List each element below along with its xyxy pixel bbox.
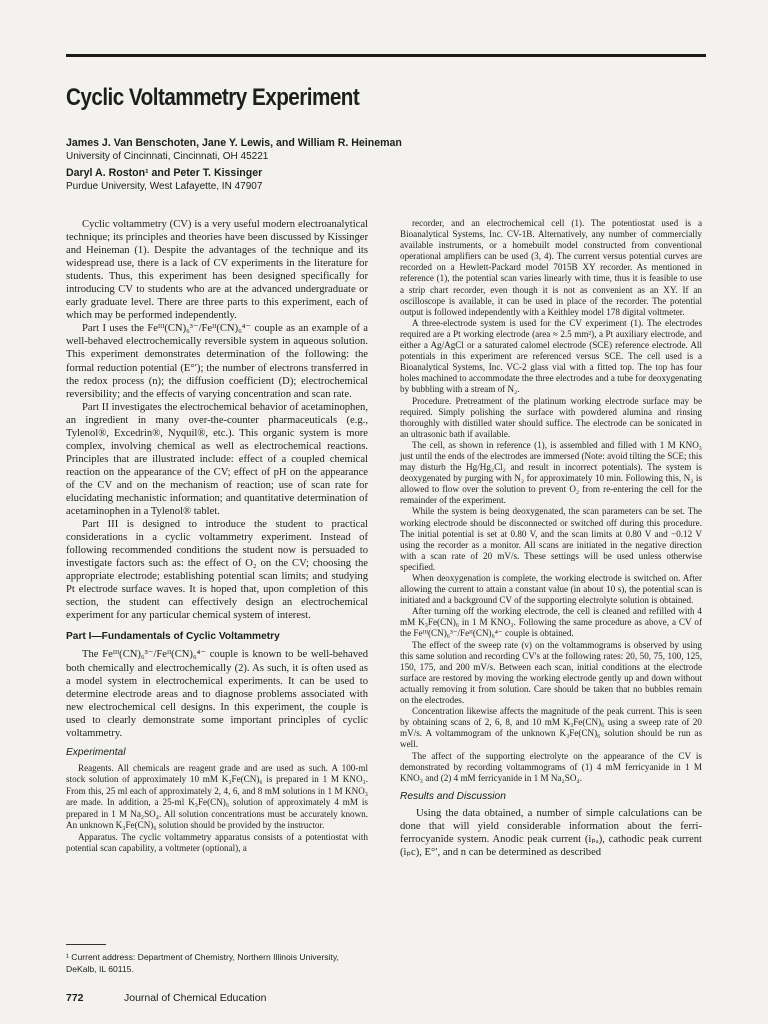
intro-paragraph: Part III is designed to introduce the student to practical considerations in a cyclic voltammetry experiment. Instead of following recommended conditions the student now is persuaded to investigate factors such as: the effect of O₂ on the CV; choosing the appropriate electrode; establishing potential scan limits; and studying Pt electrode surface waves. It is hoped that, upon completion of this section, the student can effectively design an electrochemical experiment for any particular chemical system of interest. — [66, 519, 368, 622]
section-heading-part1: Part I—Fundamentals of Cyclic Voltammetry — [66, 631, 280, 643]
body-paragraph: After turning off the working electrode, the cell is cleaned and refilled with 4 mM K₃Fe(CN)₆ in 1 M KNO₃. Following the same procedure as above, a CV of the Feᴵᴵᴵ(CN)₆³⁻/Feᴵᴵ(CN)₆⁴⁻ couple is obtained. — [400, 606, 702, 639]
affiliation-1: University of Cincinnati, Cincinnati, OH 45221 — [66, 151, 269, 162]
part1-paragraph: The Feᴵᴵᴵ(CN)₆³⁻/Feᴵᴵ(CN)₆⁴⁻ couple is known to be well-behaved both chemically and electrochemically (2). As such, it is often used as a model system in electrochemical experiments. It can be used to determine electrode areas and to diagnose problems associated with new electrochemical cell designs. In this experiment, the couple is used to clearly demonstrate some important principles of cyclic voltammetry. — [66, 649, 368, 739]
intro-paragraph: Part I uses the Feᴵᴵᴵ(CN)₆³⁻/Feᴵᴵ(CN)₆⁴⁻ couple as an example of a well-behaved electrochemically reversible system in aqueous solution. This experiment demonstrates determination of the following: the formal reduction potential (E°′); the number of electrons transferred in the redox process (n); the diffusion coefficient (D); electrochemical reversibility; and the effects of varying concentration and scan rate. — [66, 323, 368, 400]
body-paragraph: recorder, and an electrochemical cell (1). The potentiostat used is a Bioanalytical Systems, Inc. CV-1B. Alternatively, any number of commercially available instruments, or a homebuilt model constructed from conventional operational amplifiers can be used (3, 4). The current versus potential curves are recorded on a Hewlett-Packard model 7015B XY recorder. As mentioned in reference (1), the potential scan varies linearly with time, thus it is feasible to use a strip chart recorder, even though it is not as convenient as an XY. If an oscilloscope is available, it can be used in place of the recorder. The potential output is followed independently with a Keithley model 178 digital voltmeter. — [400, 218, 702, 317]
page-number: 772 — [66, 992, 84, 1004]
right-column — [400, 218, 702, 859]
top-rule — [66, 54, 706, 57]
experimental-paragraph: Reagents. All chemicals are reagent grade and are used as such. A 100-ml stock solution of approximately 10 mM K₃Fe(CN)₆ is prepared in 1 M KNO₃. From this, 25 ml each of approximately 2, 4, 6, and 8 mM solutions in 1 M KNO₃ are made. In addition, a 25-ml K₃Fe(CN)₆ solution of approximately 4 mM is prepared in 1 M Na₂SO₄. All solution concentrations must be accurately known. An unknown K₃Fe(CN)₆ solution should be provided by the instructor. — [66, 762, 368, 831]
results-paragraph: Using the data obtained, a number of simple calculations can be done that will yield considerable information about the ferri-ferrocyanide system. Anodic peak current (iₚₐ), cathodic peak current (iₚc), E°′, and n can be determined as described — [400, 807, 702, 858]
body-paragraph: Concentration likewise affects the magnitude of the peak current. This is seen by obtaining scans of 2, 6, 8, and 10 mM K₃Fe(CN)₆ using a sweep rate of 20 mV/s. A voltammogram of the unknown K₃Fe(CN)₆ solution should be run as well. — [400, 706, 702, 750]
body-paragraph: A three-electrode system is used for the CV experiment (1). The electrodes required are a Pt working electrode (area ≈ 2.5 mm²), a Pt auxiliary electrode, and either a Ag/AgCl or a saturated calomel electrode (SCE) reference electrode. All potentials in this experiment are referenced versus SCE. The cell used is a Bioanalytical Systems, Inc. VC-2 glass vial with a fitted top. The top has four holes machined to accommodate the three electrodes and a tube for deoxygenating by bubbling with a stream of N₂. — [400, 317, 702, 395]
left-column — [66, 218, 368, 855]
footnote: ¹ Current address: Department of Chemistry, Northern Illinois University, DeKalb, IL 60115. — [66, 952, 339, 974]
authors-group-2: Daryl A. Roston¹ and Peter T. Kissinger — [66, 167, 263, 179]
affiliation-2: Purdue University, West Lafayette, IN 47907 — [66, 181, 263, 192]
body-paragraph: The effect of the sweep rate (v) on the voltammograms is observed by using this same solution and recording CV's at the following rates: 20, 50, 75, 100, 125, 150, 175, and 200 mV/s. Between each scan, initial conditions at the electrode surface are restored by moving the working electrode gently up and down without actually removing it from solution. Care should be taken that no bubbles remain on the electrodes. — [400, 639, 702, 706]
experimental-paragraph: Apparatus. The cyclic voltammetry apparatus consists of a potentiostat with potential scan capability, a voltmeter (optional), a — [66, 831, 368, 854]
intro-paragraph: Part II investigates the electrochemical behavior of acetaminophen, an ingredient in many over-the-counter pharmaceuticals (e.g., Tylenol®, Excedrin®, Nyquil®, etc.). This organic system is more complex, involving chemical as well as electrochemical reactions. Principles that are illustrated include: effect of a coupled chemical reaction on the appearance of the CV; effect of pH on the appearance of the CV and on the mechanism of reaction; use of scan rate for elucidating mechanistic information; and quantitative determination of acetaminophen in a Tylenol® tablet. — [66, 401, 368, 518]
body-paragraph: When deoxygenation is complete, the working electrode is switched on. After allowing the current to attain a constant value (in about 10 s), the potential scan is initiated and a background CV of the supporting electrolyte solution is obtained. — [400, 573, 702, 606]
footnote-rule — [66, 944, 106, 945]
body-paragraph: While the system is being deoxygenated, the scan parameters can be set. The working electrode should be disconnected or switched off during this procedure. The initial potential is set at 0.80 V, and the scan limits at 0.80 V and −0.12 V using the recorder as a monitor. All scans are initiated in the negative direction with a scan rate of 20 mV/s. These settings will be used unless otherwise specified. — [400, 506, 702, 572]
body-paragraph: Procedure. Pretreatment of the platinum working electrode surface may be required. Simply polishing the surface with powdered alumina and rinsing thoroughly with distilled water should suffice. The electrode can be sonicated in an ultrasonic bath if available. — [400, 395, 702, 439]
intro-paragraph: Cyclic voltammetry (CV) is a very useful modern electroanalytical technique; its principles and theories have been discussed by Kissinger and Heineman (1). Despite the advantages of the technique and its widespread use, there is a lack of CV experiments in the literature for students. Thus, this experiment has been designed specifically for introducing CV to students who are at the advanced undergraduate or early graduate level. There are three parts to this experiment, each of which may be performed independently. — [66, 219, 368, 322]
article-title: Cyclic Voltammetry Experiment — [66, 84, 360, 111]
body-paragraph: The cell, as shown in reference (1), is assembled and filled with 1 M KNO₃ just until the ends of the electrodes are immersed (Note: avoid tilting the SCE; this may disturb the Hg/Hg₂Cl₂ and result in incorrect potentials). The system is deoxygenated by purging with N₂ for approximately 10 min. Following this, N₂ is allowed to flow over the solution to prevent O₂ from re-entering the cell for the remainder of the experiment. — [400, 439, 702, 506]
body-paragraph: The affect of the supporting electrolyte on the appearance of the CV is demonstrated by recording voltammograms of (1) 4 mM ferricyanide in 1 M KNO₃ and (2) 4 mM ferricyanide in 1 M Na₂SO₄. — [400, 750, 702, 783]
subsection-heading-experimental: Experimental — [66, 746, 126, 758]
authors-group-1: James J. Van Benschoten, Jane Y. Lewis, and William R. Heineman — [66, 137, 402, 149]
author-block — [66, 137, 686, 197]
page-footer — [66, 992, 267, 1004]
subsection-heading-results: Results and Discussion — [400, 790, 506, 802]
journal-name: Journal of Chemical Education — [124, 992, 267, 1004]
